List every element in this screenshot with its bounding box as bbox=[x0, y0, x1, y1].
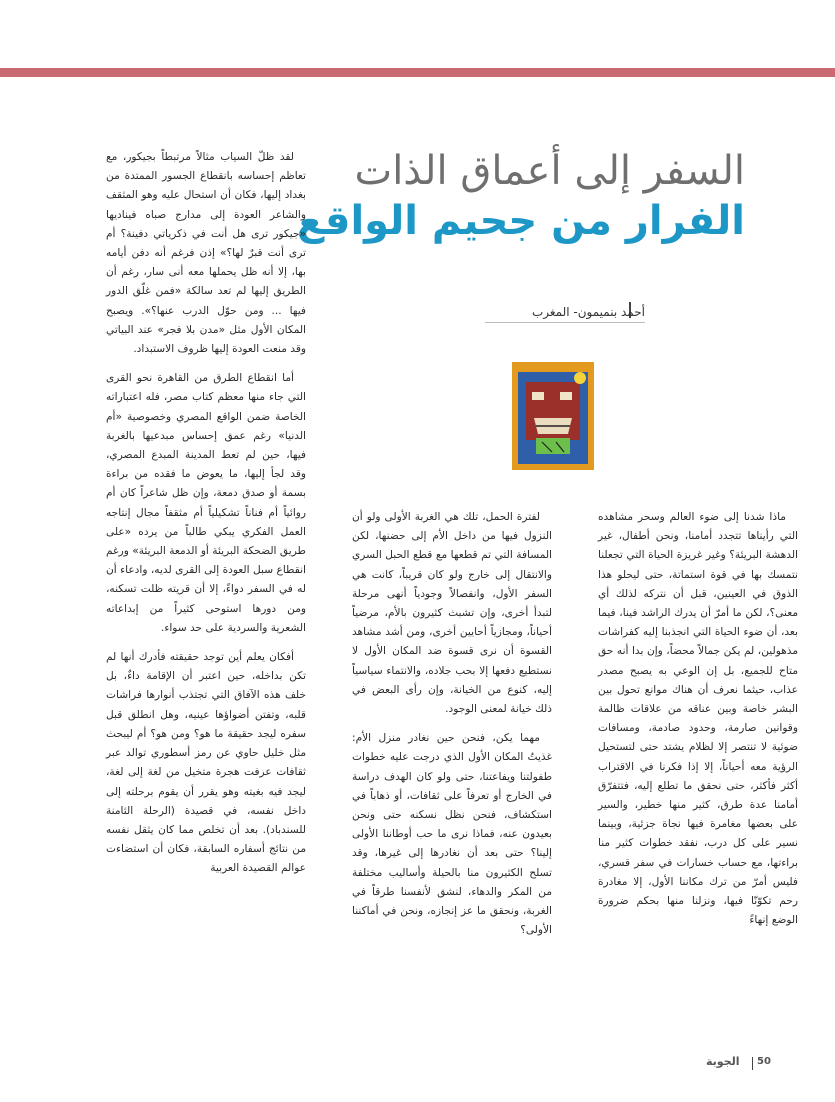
header-band bbox=[0, 68, 835, 77]
article-illustration bbox=[512, 362, 594, 470]
paragraph: ماذا شدنا إلى ضوء العالم وسحر مشاهده التي رأيناها تتجدد أمامنا، ونحن أطفال، غير الدهشة البريئة؟ وغير غريزة الحياة التي تجعلنا نتمسك بها في قوة استماتة، حتى ليحلو هذا الذوق في العينين، قبل أن نتركه لذلك أي معنى؟، لكن ما أمرّ أن يدرك الراشد فينا، فيما بعد، أن ضوء الحياة التي انجذبنا إليه كفراشات مذهولين، لم يكن جمالاً محضاً، وإن بدا أنه حق متاح للجميع، بل إن الوعي به يصبح مصدر عذاب، حيثما نعرف أن هناك موانع تحول بين البشر خاصة وبين عناقه من علاقات ظالمة وقوانين صارمة، وحدود صادمة، ومسافات ضوئية لا تنتصر إلا لظلام يشتد حتى لتستحيل الرؤية معه أحياناً، إلا إذا فكرنا في الاقتراب أكثر فأكثر، حتى نحقق ما تطلع إليه، فتتفرّق أمامنا عدة طرق، كثير منها خطير، والسير على بعضها مغامرة فيها نجاة جزئية، وبينما نسير على كل درب، نفقد خطوات كثير منا براءتها، مع حساب خسارات في سفر قسري، فليس أمرّ من ترك مكاننا الأول، إلا مغادرة رحم تكوّنّا فيها، ونزلنا منها بحكم ضرورة الوضع إنهاءً bbox=[598, 511, 798, 927]
folio-divider bbox=[752, 1057, 753, 1070]
paragraph: لفترة الحمل، تلك هي الغربة الأولى ولو أن النزول فيها من داخل الأم إلى حضنها، لكن المسافة التي تم قطعها مع قطع الحبل السري والانتقال إلى خارج ولو كان قريباً، كانت هي السفر الأول، وانفصالاً وجودياً أنهى مرحلة لتبدأ أخرى، وإن تشبث كثيرون بالأم، مرضياً أحياناً، ومجازياً أحايين أخرى، ومن أشد مشاهد القسوة أن نرى قسوة ضد المكان الأول لا نستطيع دفعها إلا بحب جلاده، والانتماء سياسياً إليه، كنوع من الخيانة، وإن رأى البعض في ذلك خيانة لمعنى الوجود. bbox=[352, 511, 552, 716]
text-column-left bbox=[106, 148, 306, 889]
text-column-middle bbox=[352, 508, 552, 950]
author-byline: أحمد بنميمون- المغرب bbox=[485, 305, 645, 323]
text-column-right bbox=[598, 508, 798, 940]
paragraph: أفكان يعلم أين توجد حقيقته فأدرك أنها لم تكن بداخله، حين اعتبر أن الإقامة داءٌ، بل خلف هذه الآفاق التي تجتذب أنوارها فراشات قلبه، وتفتن أضواؤها عينيه، وهل انطلق قبل سفره ليجد حقيقة ما هو؟ ومن هو؟ أم ليبحث مثل خليل حاوي عن رمز أسطوري توالد عبر ثقافات عرفت هجرة متخيل من لغة إلى لغة، ليجد فيه بغيته وهو يقرر أن يقوم برحلته إلى داخل نفسه، في قصيدة (الرحلة الثامنة للسندباد). بعد أن تخلص مما كان يثقل نفسه من نتائج أسفاره السابقة، فكان أن استضاءت عوالم القصيدة العربية bbox=[106, 651, 306, 875]
magazine-logo: الجوبة bbox=[706, 1055, 740, 1068]
article-title: السفر إلى أعماق الذات bbox=[354, 148, 745, 194]
page-number: 50 bbox=[757, 1056, 771, 1067]
paragraph: لقد ظلّ السياب مثالاً مرتبطاً بجيكور، مع تعاظم إحساسه بانقطاع الجسور الممتدة من بغداد إليها، فكان أن استحال عليه وهو المثقف والشاعر العودة إلى مدارج صباه فيناديها «جيكور ترى هل أنت في ذكرياتي دفينة؟ أم ترى أنت قبرٌ لها؟» إذن فرغم أنه دفن أيامه بها، إلا أنه ظل يحملها معه أنى سار، رغم أن الطريق إليها لم تعد سالكة «فمن غلّق الدور فيها ... ومن حوّل الدرب عنها؟». ويصبح المكان الأول مثل «مدن بلا فجر» عند البياتي وقد منعت العودة إليها ظروف الاستبداد. bbox=[106, 151, 306, 356]
paragraph: مهما يكن، فنحن حين نغادر منزل الأم: غذيتُ المكان الأول الذي درجت عليه خطوات طفولتنا ويفاعتنا، حتى ولو كان الهدف دراسة في الخارج أو تعرفاً على ثقافات، أو ذهاباً في استكشاف، فنحن نظل نسكنه حتى ونحن بعيدون عنه، فماذا نرى ما حب أوطاننا الأولى إلينا؟ حتى بعد أن نغادرها إلى غيرها، وقد تسلح الكثيرون منا بالحيلة وأساليب مختلفة من المكر والدهاء، لنشق لأنفسنا طرقاً في الغربة، ونحقق ما عز إنجازه، ونحن في أماكننا الأولى؟ bbox=[352, 732, 552, 937]
article-subtitle: الفرار من جحيم الواقع bbox=[296, 198, 745, 244]
paragraph: أما انقطاع الطرق من القاهرة نحو القرى التي جاء منها معظم كتاب مصر، فله اعتباراته الخاصة ضمن الواقع المصري وخصوصية «أم الدنيا» رغم عمق إحساس مبدعيها بالغربة فيها، حين لم تعط المدينة المبدع المصري، وقد لجأ إليها، ما يعوض ما فقده من براءة بسمة أو صدق دمعة، وإن ظل شاعراً كان أم روائياً أم فناناً تشكيلياً أم مثقفاً مجال إنتاجه العمل الفكري يبكي طالباً من يرده «على طريق الضحكة البريئة أو الدمعة البريئة» ورغم انقطاع سبل العودة إلى القرى لديه، وادعاء أن له في السفر دواءً، إلا أن قريته ظلت تسكنه، ومن دورها استوحى كثيراً من إبداعاته الشعرية والسردية على حد سواء. bbox=[106, 372, 306, 634]
